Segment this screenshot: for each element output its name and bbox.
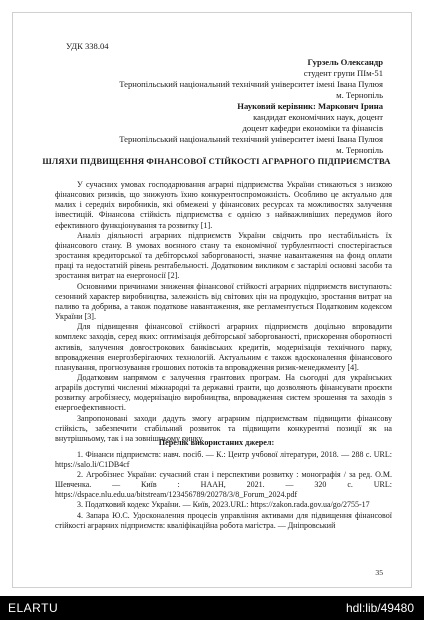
paragraph: Запропоновані заходи дадуть змогу аграрним підприємствам підвищити фінансову стійкість, забезпечити стабільний розвиток та підвищити конкурентні позиції як на внутрішньому, так і на зовнішньому ринку. <box>55 413 392 443</box>
author-name: Гурзель Олександр <box>307 57 383 67</box>
author-city: м. Тернопіль <box>336 90 383 100</box>
supervisor-city: м. Тернопіль <box>336 145 383 155</box>
reference-item: 2. Агробізнес України: сучасний стан і перспективи розвитку : монографія / за ред. О.М. Шевченка. — Київ : НААН, 2021. — 320 с. URL: https://dspace.nlu.edu.ua/bitstream/123456789/20278/3/8_Forum_2024.pdf <box>55 470 392 500</box>
page-number: 35 <box>375 568 383 577</box>
references-title: Перелік використаних джерел: <box>158 438 275 447</box>
paragraph: Основними причинами зниження фінансової стійкості аграрних підприємств виступають: сезонний характер виробництва, залежність від світових цін на продукцію, зростання витрат на паливо та добрива, а також податкове навантаження, яке регламентується Податковим кодексом України [3]. <box>55 281 392 322</box>
supervisor-degree: кандидат економічних наук, доцент <box>253 112 383 122</box>
supervisor-position: доцент кафедри економіки та фінансів <box>242 123 383 133</box>
reference-item: 3. Податковий кодекс України. — Київ, 2023.URL: https://zakon.rada.gov.ua/go/2755-17 <box>77 500 370 510</box>
footer-repository-name: ELARTU <box>8 601 59 615</box>
footer-handle-link[interactable]: hdl:lib/49480 <box>345 601 414 615</box>
paragraph: Додатковим напрямом є залучення грантових програм. На сьогодні для українських аграріїв доступні численні міжнародні та державні гранти, що дозволяють фінансувати проєкти розвитку агробізнесу, модернізацію виробництва, впровадження систем зрошення та заходів з енергоефективності. <box>55 372 392 413</box>
reference-item: 4. Запара Ю.С. Удосконалення процесів управління активами для підвищення фінансової стійкості аграрних підприємств: кваліфікаційна робота магістра. — Дніпровський <box>55 510 392 530</box>
reference-item: 1. Фінанси підприємств: навч. посіб. — К.: Центр учбової літератури, 2018. — 288 с. URL: https://salo.li/C1DB4cf <box>55 450 392 470</box>
supervisor-university: Тернопільський національний технічний університет імені Івана Пулюя <box>119 134 383 144</box>
paragraph: Для підвищення фінансової стійкості аграрних підприємств доцільно впровадити комплекс заходів, серед яких: оптимізація дебіторської заборгованості, прискорення оборотності активів, залучення довгострокових банківських кредитів, модернізація технічного парку, впровадження енергозберігаючих технологій. Актуальним є також вдосконалення фінансового планування, прогнозування грошових потоків та впровадження ризик-менеджменту [4]. <box>55 322 392 372</box>
references-list <box>55 450 392 531</box>
article-title: ШЛЯХИ ПІДВИЩЕННЯ ФІНАНСОВОЇ СТІЙКОСТІ АГРАРНОГО ПІДПРИЄМСТВА <box>42 156 391 166</box>
repository-footer <box>0 596 424 620</box>
udk-code: УДК 338.04 <box>66 41 109 51</box>
article-body <box>55 180 392 444</box>
paragraph: У сучасних умовах господарювання аграрні підприємства України стикаються з низкою фінансових ризиків, що знижують їхню конкурентоспроможність. Особливо це актуально для малих і середніх виробників, які обмежені у фінансових ресурсах та можливостях залучення інвестицій. Фінансова стійкість підприємства є однією з найважливіших передумов його ефективного функціонування та розвитку [1]. <box>55 180 392 230</box>
paragraph: Аналіз діяльності аграрних підприємств України свідчить про нестабільність їх фінансового стану. В умовах воєнного стану та економічної турбулентності спостерігається зростання кредиторської та дебіторської заборгованості, значне навантаження на фонд оплати праці та недостатній рівень рентабельності. Додатковим викликом є застарілі основні засоби та зростання витрат на енергоносії [2]. <box>55 230 392 281</box>
author-university: Тернопільський національний технічний університет імені Івана Пулюя <box>119 79 383 89</box>
supervisor-name: Науковий керівник: Маркович Ірина <box>237 101 383 111</box>
author-role: студент групи ПІм-51 <box>303 68 383 78</box>
document-page <box>12 12 412 588</box>
